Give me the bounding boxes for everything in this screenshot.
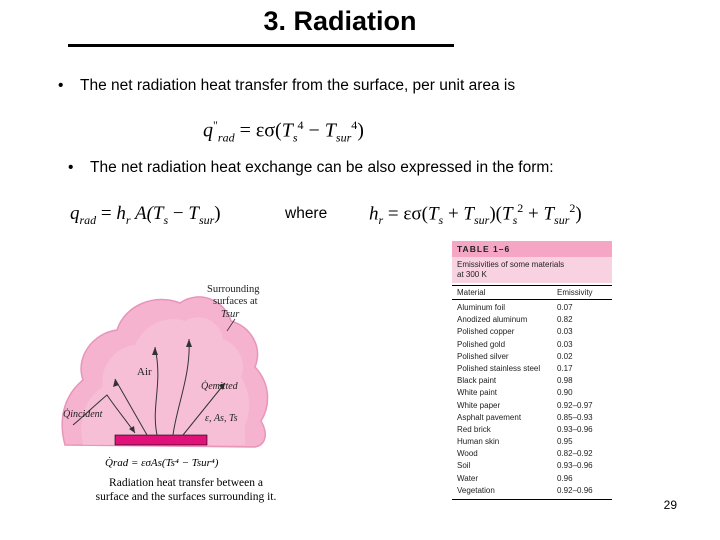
slide-title: 3. Radiation	[263, 6, 417, 36]
table-bottom-rule	[452, 499, 612, 500]
table-header-row	[452, 285, 612, 300]
properties-label: ε, As, Ts	[205, 413, 238, 424]
bullet-marker: •	[68, 159, 74, 176]
table-caption-line-1: Emissivities of some materials	[457, 260, 565, 269]
table-row: Water 0.96	[457, 473, 573, 483]
title-underline	[68, 44, 454, 47]
table-row: Vegetation 0.92–0.96	[457, 485, 593, 495]
bullet-2-text: The net radiation heat exchange can be also expressed in the form:	[90, 159, 554, 176]
table-row: Red brick 0.93–0.96	[457, 424, 593, 434]
table-row: White paper 0.92–0.97	[457, 400, 593, 410]
table-caption-line-2: at 300 K	[457, 270, 487, 279]
figure-caption-line-1: Radiation heat transfer between a	[109, 477, 263, 489]
table-row: White paint 0.90	[457, 388, 573, 398]
emissivity-table	[452, 241, 612, 507]
table-caption	[452, 257, 612, 283]
radiation-figure	[55, 275, 295, 475]
table-row: Asphalt pavement 0.85–0.93	[457, 412, 593, 422]
table-body	[452, 300, 612, 497]
table-row: Polished stainless steel 0.17	[457, 363, 573, 373]
table-row: Aluminum foil 0.07	[457, 303, 573, 312]
table-row: Soil 0.93–0.96	[457, 461, 593, 471]
table-row: Human skin 0.95	[457, 437, 573, 447]
table-row: Anodized aluminum 0.82	[457, 315, 573, 325]
where-label: where	[285, 205, 328, 222]
column-header-emissivity: Emissivity	[557, 288, 593, 297]
table-row: Polished gold 0.03	[457, 339, 573, 349]
incident-label: Q̇incident	[63, 409, 103, 420]
table-heading: TABLE 1–6	[452, 241, 612, 257]
figure-caption	[86, 476, 286, 504]
emitted-label: Q̇emitted	[201, 381, 238, 392]
surrounding-label-1: Surrounding	[207, 284, 260, 295]
bullet-1-text: The net radiation heat transfer from the surface, per unit area is	[80, 77, 516, 94]
surrounding-label-3: Tsur	[221, 309, 240, 320]
bullet-1	[58, 77, 515, 95]
equation-heat-flux: $q^"_{rad} = \varepsilon\sigma(T_s^4 - T_{sur}^4)$	[203, 118, 364, 145]
surface-rect	[115, 435, 207, 445]
surrounding-label-2: surfaces at	[213, 296, 258, 307]
table-row: Polished silver 0.02	[457, 351, 573, 361]
page-number: 29	[663, 498, 677, 512]
air-label: Air	[137, 366, 152, 378]
figure-caption-line-2: surface and the surfaces surrounding it.	[95, 491, 277, 503]
column-header-material: Material	[457, 288, 486, 297]
equation-radiation-coefficient: $h_r = \varepsilon\sigma(T_s + T_{sur})(T_s^2 + T_{sur}^2)$	[369, 201, 582, 228]
equation-linearized: $q_{rad} = h_r$ $A(T_s - T_{sur})$	[70, 203, 221, 227]
table-row: Wood 0.82–0.92	[457, 449, 593, 459]
table-row: Polished copper 0.03	[457, 327, 573, 337]
table-row: Black paint 0.98	[457, 376, 573, 386]
bullet-2	[68, 159, 554, 177]
bullet-marker: •	[58, 77, 64, 94]
figure-equation: Q̇rad = εσAs(Ts⁴ − Tsur⁴)	[105, 457, 219, 469]
